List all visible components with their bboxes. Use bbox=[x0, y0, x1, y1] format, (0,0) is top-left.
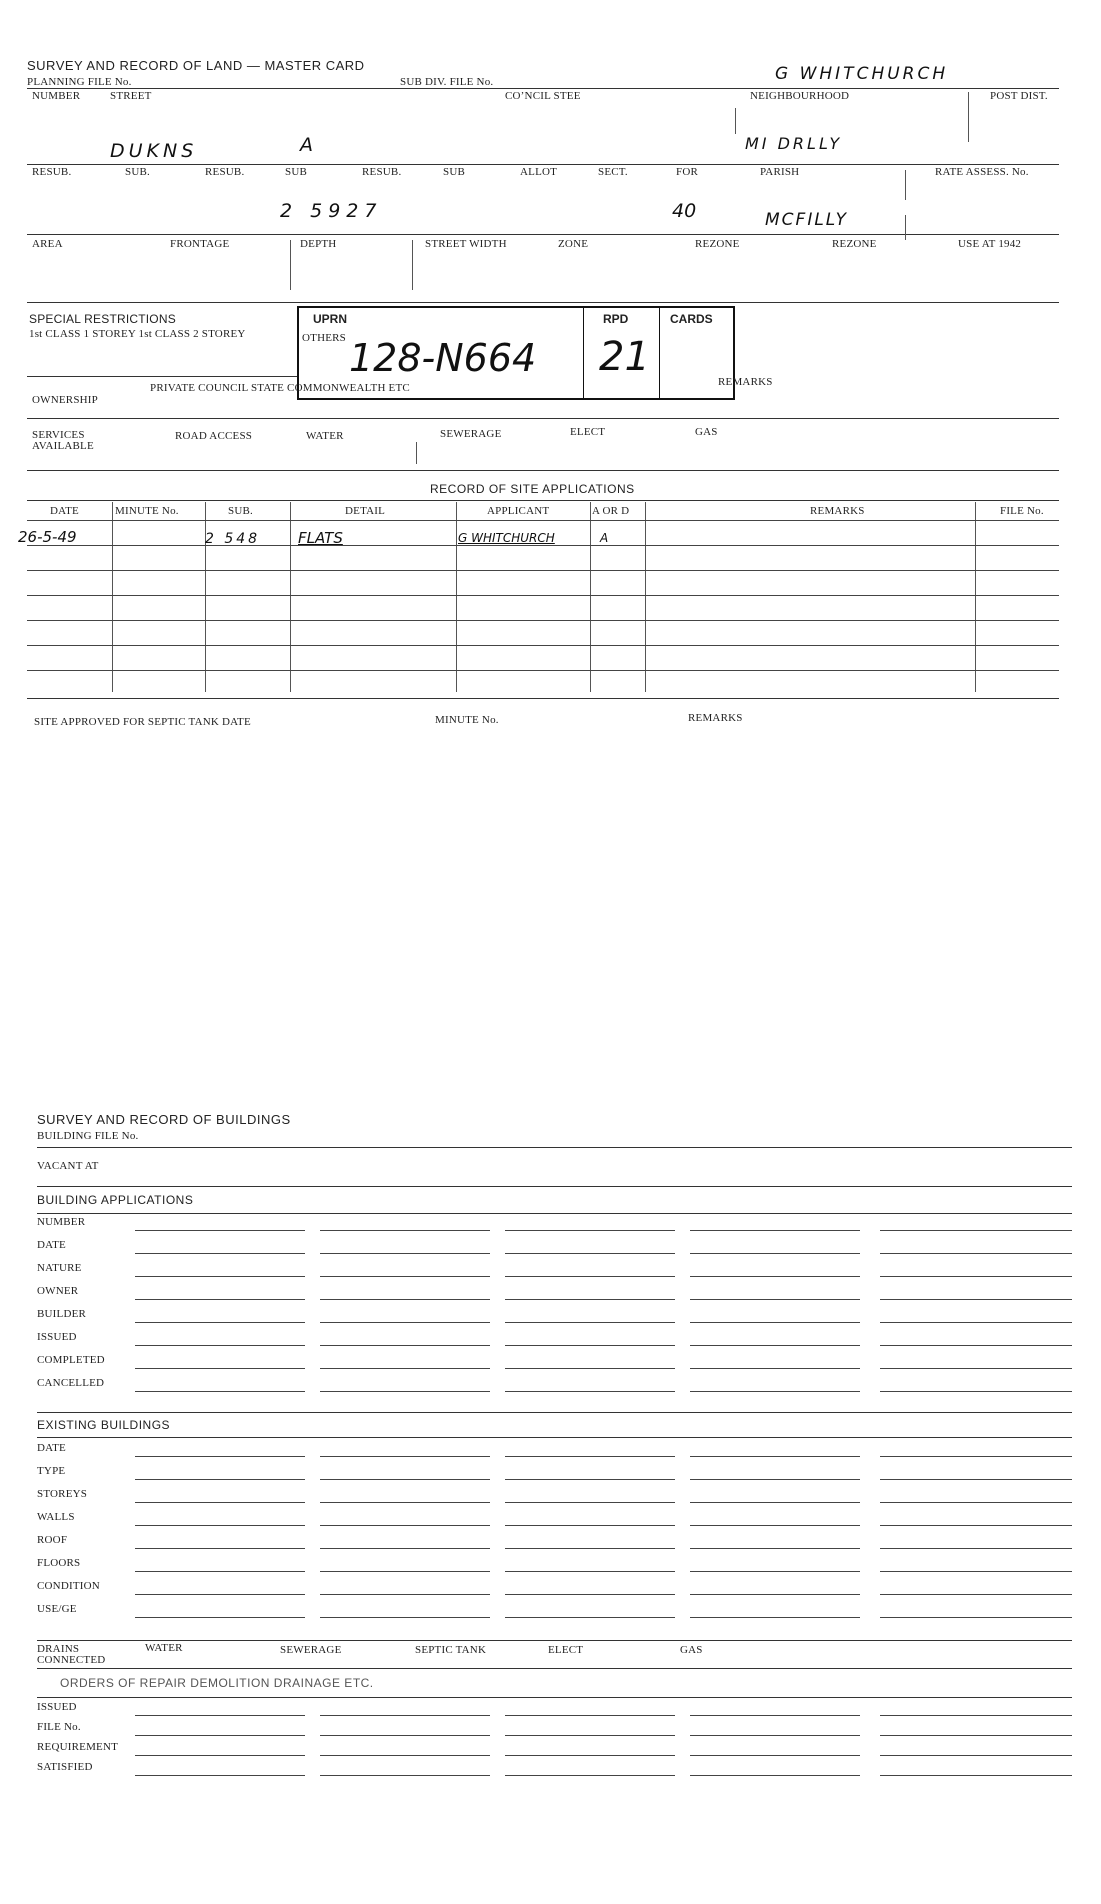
row-rule bbox=[505, 1735, 675, 1736]
row-label: CONDITION bbox=[37, 1580, 100, 1592]
row-rule bbox=[135, 1322, 305, 1323]
site-row-applicant: G WHITCHURCH bbox=[458, 531, 555, 545]
col-date: DATE bbox=[50, 505, 79, 517]
special-restrictions-label: SPECIAL RESTRICTIONS bbox=[29, 312, 176, 326]
row-rule bbox=[880, 1456, 1072, 1457]
row-rule bbox=[690, 1276, 860, 1277]
row-rule bbox=[690, 1456, 860, 1457]
row-rule bbox=[320, 1230, 490, 1231]
row-rule bbox=[505, 1456, 675, 1457]
divider bbox=[27, 88, 1059, 89]
row-rule bbox=[135, 1253, 305, 1254]
post-dist-label: POST DIST. bbox=[990, 90, 1048, 102]
service-elect: ELECT bbox=[570, 426, 606, 438]
row-rule bbox=[320, 1617, 490, 1618]
row-label: BUILDER bbox=[37, 1308, 87, 1320]
for-label: FOR bbox=[676, 166, 698, 178]
rpd-label: RPD bbox=[603, 312, 629, 326]
row-rule bbox=[135, 1479, 305, 1480]
zone-label: ZONE bbox=[558, 238, 589, 250]
council-label: CO’NCIL STEE bbox=[505, 90, 581, 102]
septic-remarks-label: REMARKS bbox=[688, 712, 743, 724]
row-rule bbox=[320, 1548, 490, 1549]
row-rule bbox=[690, 1735, 860, 1736]
row-rule bbox=[690, 1525, 860, 1526]
row-rule bbox=[880, 1715, 1072, 1716]
row-label: ROOF bbox=[37, 1534, 68, 1546]
row-rule bbox=[505, 1525, 675, 1526]
row-rule bbox=[135, 1345, 305, 1346]
row-rule bbox=[135, 1715, 305, 1716]
row-rule bbox=[690, 1502, 860, 1503]
row-rule bbox=[690, 1391, 860, 1392]
row-rule bbox=[320, 1456, 490, 1457]
row-rule bbox=[505, 1391, 675, 1392]
row-rule bbox=[505, 1368, 675, 1369]
row-rule bbox=[135, 1525, 305, 1526]
use-1942-label: USE AT 1942 bbox=[958, 238, 1022, 250]
hw-parish: MI DRLLY bbox=[745, 134, 843, 153]
row-rule bbox=[135, 1391, 305, 1392]
row-rule bbox=[505, 1548, 675, 1549]
parish-label: PARISH bbox=[760, 166, 800, 178]
remarks-label: REMARKS bbox=[718, 376, 773, 388]
row-rule bbox=[320, 1594, 490, 1595]
connected-gas: GAS bbox=[680, 1644, 703, 1656]
row-rule bbox=[320, 1755, 490, 1756]
row-rule bbox=[135, 1230, 305, 1231]
connected-septic: SEPTIC TANK bbox=[415, 1644, 487, 1656]
row-rule bbox=[135, 1299, 305, 1300]
row-rule bbox=[690, 1253, 860, 1254]
row-rule bbox=[505, 1775, 675, 1776]
cards-label: CARDS bbox=[670, 312, 713, 326]
row-rule bbox=[320, 1368, 490, 1369]
col-remarks: REMARKS bbox=[810, 505, 865, 517]
row-rule bbox=[135, 1456, 305, 1457]
row-rule bbox=[505, 1276, 675, 1277]
area-label: AREA bbox=[32, 238, 63, 250]
resub-label: RESUB. bbox=[32, 166, 72, 178]
row-rule bbox=[505, 1479, 675, 1480]
row-rule bbox=[880, 1525, 1072, 1526]
rezone-label: REZONE bbox=[832, 238, 877, 250]
site-row-date: 26-5-49 bbox=[18, 528, 77, 546]
building-file-label: BUILDING FILE No. bbox=[37, 1130, 139, 1142]
class-labels: 1st CLASS 1 STOREY 1st CLASS 2 STOREY bbox=[29, 328, 246, 340]
frontage-label: FRONTAGE bbox=[170, 238, 230, 250]
row-rule bbox=[320, 1391, 490, 1392]
row-label: FLOORS bbox=[37, 1557, 81, 1569]
row-rule bbox=[880, 1276, 1072, 1277]
row-rule bbox=[690, 1548, 860, 1549]
row-label: NUMBER bbox=[37, 1216, 86, 1228]
row-rule bbox=[880, 1775, 1072, 1776]
col-a-or-d: A OR D bbox=[592, 505, 630, 517]
depth-label: DEPTH bbox=[300, 238, 337, 250]
connected-elect: ELECT bbox=[548, 1644, 584, 1656]
row-rule bbox=[690, 1368, 860, 1369]
row-rule bbox=[320, 1253, 490, 1254]
row-rule bbox=[135, 1617, 305, 1618]
buildings-title: SURVEY AND RECORD OF BUILDINGS bbox=[37, 1112, 291, 1127]
row-rule bbox=[320, 1345, 490, 1346]
site-row-minute: 2 548 bbox=[205, 531, 261, 547]
row-rule bbox=[880, 1502, 1072, 1503]
row-rule bbox=[880, 1735, 1072, 1736]
number-label: NUMBER bbox=[32, 90, 81, 102]
row-rule bbox=[690, 1571, 860, 1572]
drains-connected-label: DRAINS CONNECTED bbox=[37, 1643, 106, 1666]
row-label: STOREYS bbox=[37, 1488, 88, 1500]
row-rule bbox=[690, 1715, 860, 1716]
sub-label: SUB bbox=[285, 166, 307, 178]
site-row-a-or-d: A bbox=[600, 531, 609, 545]
row-rule bbox=[135, 1548, 305, 1549]
row-rule bbox=[135, 1735, 305, 1736]
row-rule bbox=[880, 1345, 1072, 1346]
row-rule bbox=[880, 1617, 1072, 1618]
resub-label: RESUB. bbox=[362, 166, 402, 178]
row-rule bbox=[320, 1715, 490, 1716]
row-rule bbox=[135, 1775, 305, 1776]
row-rule bbox=[505, 1571, 675, 1572]
sub-label: SUB. bbox=[125, 166, 150, 178]
row-rule bbox=[320, 1775, 490, 1776]
row-rule bbox=[320, 1735, 490, 1736]
row-rule bbox=[690, 1755, 860, 1756]
row-rule bbox=[320, 1322, 490, 1323]
row-rule bbox=[690, 1594, 860, 1595]
row-rule bbox=[505, 1502, 675, 1503]
hw-neighbourhood: G WHITCHURCH bbox=[775, 64, 949, 84]
street-label: STREET bbox=[110, 90, 152, 102]
septic-label: SITE APPROVED FOR SEPTIC TANK DATE bbox=[34, 716, 251, 728]
others-label: OTHERS bbox=[302, 332, 346, 344]
planning-file-label: PLANNING FILE No. bbox=[27, 76, 132, 88]
services-label: SERVICES AVAILABLE bbox=[32, 429, 94, 452]
vacant-at-label: VACANT AT bbox=[37, 1160, 99, 1172]
row-rule bbox=[505, 1253, 675, 1254]
row-rule bbox=[320, 1276, 490, 1277]
uprn-label: UPRN bbox=[313, 312, 348, 326]
subdiv-file-label: SUB DIV. FILE No. bbox=[400, 76, 494, 88]
col-minute: MINUTE No. bbox=[115, 505, 179, 517]
row-rule bbox=[320, 1571, 490, 1572]
row-rule bbox=[690, 1479, 860, 1480]
site-apps-title: RECORD OF SITE APPLICATIONS bbox=[430, 482, 635, 496]
row-label: FILE No. bbox=[37, 1721, 81, 1733]
septic-minute-label: MINUTE No. bbox=[435, 714, 499, 726]
row-rule bbox=[880, 1479, 1072, 1480]
row-rule bbox=[880, 1571, 1072, 1572]
row-rule bbox=[135, 1368, 305, 1369]
rezone-label: REZONE bbox=[695, 238, 740, 250]
row-rule bbox=[135, 1276, 305, 1277]
service-water: WATER bbox=[306, 430, 344, 442]
hw-rezone: MCFILLY bbox=[765, 210, 849, 230]
row-rule bbox=[690, 1230, 860, 1231]
row-label: COMPLETED bbox=[37, 1354, 105, 1366]
hw-area: 2 5927 bbox=[280, 200, 383, 222]
rpd-value: 21 bbox=[599, 334, 650, 380]
hw-zone: 40 bbox=[672, 200, 697, 222]
land-card-title: SURVEY AND RECORD OF LAND — MASTER CARD bbox=[27, 58, 365, 73]
col-sub: SUB. bbox=[228, 505, 253, 517]
hw-number: A bbox=[300, 134, 313, 156]
row-label: DATE bbox=[37, 1442, 66, 1454]
row-rule bbox=[880, 1230, 1072, 1231]
existing-buildings-title: EXISTING BUILDINGS bbox=[37, 1418, 171, 1432]
rate-assess-label: RATE ASSESS. No. bbox=[935, 166, 1029, 178]
row-rule bbox=[690, 1345, 860, 1346]
row-rule bbox=[135, 1594, 305, 1595]
row-rule bbox=[505, 1594, 675, 1595]
row-rule bbox=[880, 1299, 1072, 1300]
connected-water: WATER bbox=[145, 1642, 183, 1654]
site-row-detail: FLATS bbox=[298, 529, 343, 547]
row-label: WALLS bbox=[37, 1511, 75, 1523]
row-rule bbox=[505, 1617, 675, 1618]
row-label: NATURE bbox=[37, 1262, 82, 1274]
connected-sewerage: SEWERAGE bbox=[280, 1644, 342, 1656]
row-label: OWNER bbox=[37, 1285, 79, 1297]
row-rule bbox=[880, 1548, 1072, 1549]
row-rule bbox=[135, 1755, 305, 1756]
service-sewerage: SEWERAGE bbox=[440, 428, 502, 440]
row-label: SATISFIED bbox=[37, 1761, 93, 1773]
col-applicant: APPLICANT bbox=[487, 505, 550, 517]
row-rule bbox=[320, 1299, 490, 1300]
sect-label: SECT. bbox=[598, 166, 628, 178]
row-rule bbox=[320, 1479, 490, 1480]
row-rule bbox=[880, 1755, 1072, 1756]
row-rule bbox=[505, 1299, 675, 1300]
uprn-value: 128-N664 bbox=[349, 336, 537, 380]
allot-label: ALLOT bbox=[520, 166, 558, 178]
row-rule bbox=[505, 1715, 675, 1716]
row-rule bbox=[320, 1502, 490, 1503]
building-apps-title: BUILDING APPLICATIONS bbox=[37, 1193, 194, 1207]
sub-label: SUB bbox=[443, 166, 465, 178]
ownership-options: PRIVATE COUNCIL STATE COMMONWEALTH ETC bbox=[150, 382, 410, 394]
row-rule bbox=[505, 1345, 675, 1346]
row-label: DATE bbox=[37, 1239, 66, 1251]
row-rule bbox=[505, 1755, 675, 1756]
service-road-access: ROAD ACCESS bbox=[175, 430, 253, 442]
orders-title: ORDERS OF REPAIR DEMOLITION DRAINAGE ETC. bbox=[60, 1676, 374, 1690]
service-gas: GAS bbox=[695, 426, 718, 438]
street-width-label: STREET WIDTH bbox=[425, 238, 507, 250]
row-rule bbox=[690, 1775, 860, 1776]
row-rule bbox=[690, 1299, 860, 1300]
row-rule bbox=[135, 1571, 305, 1572]
ownership-label: OWNERSHIP bbox=[32, 394, 98, 406]
row-rule bbox=[320, 1525, 490, 1526]
col-detail: DETAIL bbox=[345, 505, 386, 517]
row-rule bbox=[880, 1253, 1072, 1254]
row-label: REQUIREMENT bbox=[37, 1741, 119, 1753]
col-file: FILE No. bbox=[1000, 505, 1044, 517]
resub-label: RESUB. bbox=[205, 166, 245, 178]
row-rule bbox=[505, 1322, 675, 1323]
row-label: ISSUED bbox=[37, 1701, 77, 1713]
row-label: CANCELLED bbox=[37, 1377, 105, 1389]
row-rule bbox=[690, 1322, 860, 1323]
row-rule bbox=[880, 1322, 1072, 1323]
row-rule bbox=[135, 1502, 305, 1503]
neighbourhood-label: NEIGHBOURHOOD bbox=[750, 90, 850, 102]
row-rule bbox=[880, 1368, 1072, 1369]
row-label: TYPE bbox=[37, 1465, 66, 1477]
row-rule bbox=[880, 1594, 1072, 1595]
row-rule bbox=[505, 1230, 675, 1231]
row-label: ISSUED bbox=[37, 1331, 77, 1343]
row-rule bbox=[690, 1617, 860, 1618]
row-label: USE/GE bbox=[37, 1603, 77, 1615]
hw-street: DUKNS bbox=[110, 140, 198, 162]
row-rule bbox=[880, 1391, 1072, 1392]
